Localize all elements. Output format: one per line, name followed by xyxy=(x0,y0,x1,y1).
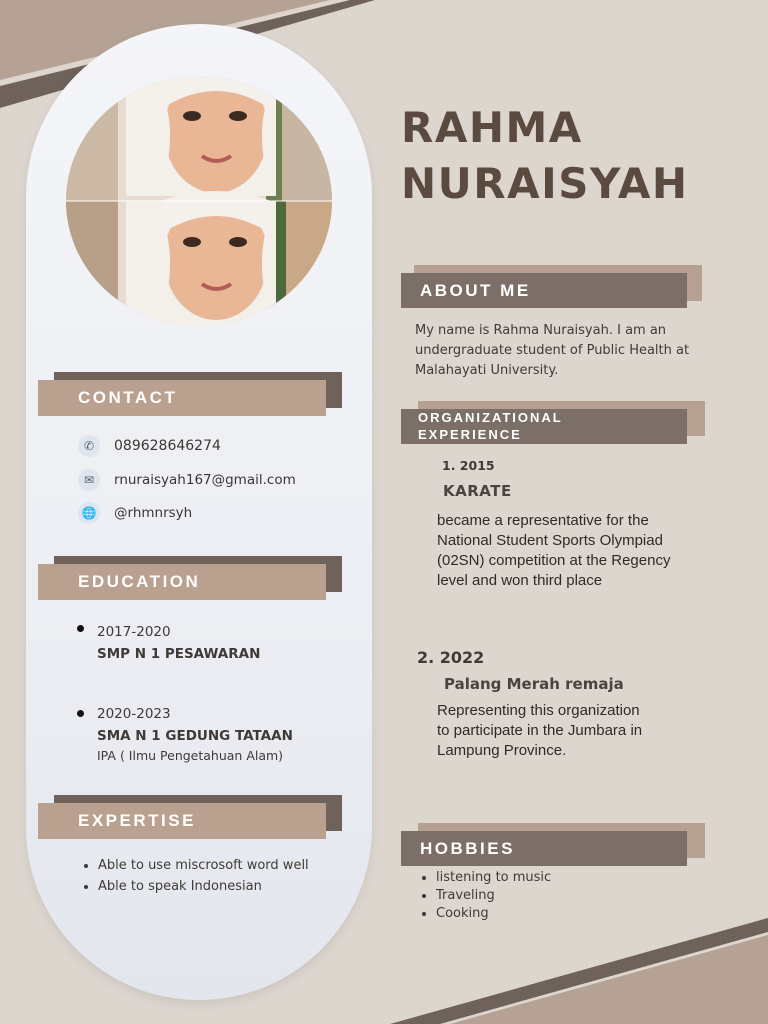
expertise-item: • Able to speak Indonesian xyxy=(98,879,358,894)
hobby-item: • Cooking xyxy=(436,906,666,921)
education-header xyxy=(38,564,326,600)
education-school-1: SMP N 1 PESAWARAN xyxy=(97,646,261,662)
education-note-2: IPA ( Ilmu Pengetahuan Alam) xyxy=(97,748,284,763)
name-line-1: RAHMA xyxy=(401,103,583,152)
organization-header-line-1: ORGANIZATIONAL xyxy=(418,410,563,425)
education-school-2: SMA N 1 GEDUNG TATAAN xyxy=(97,728,293,744)
education-header-label: EDUCATION xyxy=(78,572,201,591)
expertise-header xyxy=(38,803,326,839)
contact-email: rnuraisyah167@gmail.com xyxy=(114,472,296,488)
globe-icon: 🌐 xyxy=(78,502,100,524)
education-bullet-2 xyxy=(77,710,84,717)
phone-icon: ✆ xyxy=(78,435,100,457)
contact-email-row xyxy=(78,469,296,491)
contact-header xyxy=(38,380,326,416)
profile-photo-collage xyxy=(66,76,332,326)
organization-desc-1: became a representative for the National Student Sports Olympiad (02SN) competition at the Regency level and won third place xyxy=(437,512,671,589)
organization-title-1: KARATE xyxy=(443,482,512,500)
organization-header-line-2: EXPERIENCE xyxy=(418,427,522,442)
hobbies-header xyxy=(401,831,687,866)
organization-year-2: 2. 2022 xyxy=(417,648,485,667)
organization-title-2: Palang Merah remaja xyxy=(444,675,624,693)
name-line-2: NURAISYAH xyxy=(401,159,689,208)
expertise-header-label: EXPERTISE xyxy=(78,811,196,830)
contact-social: @rhmnrsyh xyxy=(114,505,193,521)
profile-photo xyxy=(66,76,332,326)
education-years-2: 2020-2023 xyxy=(97,706,171,722)
education-years-1: 2017-2020 xyxy=(97,624,171,640)
envelope-icon: ✉ xyxy=(78,469,100,491)
hobby-item: • listening to music xyxy=(436,870,666,885)
education-bullet-1 xyxy=(77,625,84,632)
contact-phone: 089628646274 xyxy=(114,438,221,454)
organization-year-1: 1. 2015 xyxy=(442,458,495,473)
expertise-list xyxy=(78,858,358,900)
contact-header-label: CONTACT xyxy=(78,388,178,407)
expertise-item: • Able to use miscrosoft word well xyxy=(98,858,358,873)
hobby-item: • Traveling xyxy=(436,888,666,903)
about-header-label: ABOUT ME xyxy=(420,281,531,300)
contact-social-row xyxy=(78,502,192,524)
about-header xyxy=(401,273,687,308)
full-name xyxy=(401,100,689,212)
hobbies-list xyxy=(416,870,666,924)
contact-phone-row xyxy=(78,435,221,457)
organization-desc-2: Representing this organization to participate in the Jumbara in Lampung Province. xyxy=(437,702,643,759)
organization-header xyxy=(401,409,687,444)
hobbies-header-label: HOBBIES xyxy=(420,839,515,858)
about-text: My name is Rahma Nuraisyah. I am an undergraduate student of Public Health at Malahayati University. xyxy=(415,323,690,378)
